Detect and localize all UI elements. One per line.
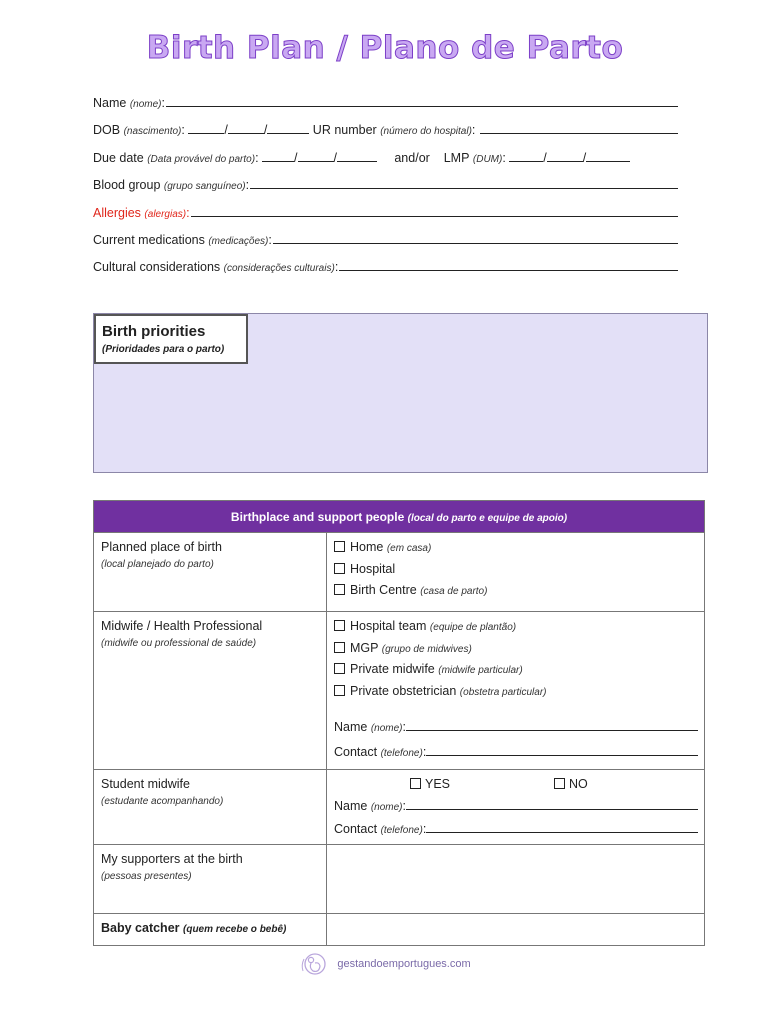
- supporters-label: My supporters at the birth: [101, 852, 243, 866]
- option-home[interactable]: Home (em casa): [334, 540, 698, 562]
- option-private-obstetrician[interactable]: Private obstetrician (obstetra particular): [334, 684, 698, 706]
- name-field[interactable]: Name (nome) :: [93, 95, 678, 122]
- due-date-field[interactable]: Due date (Data provável do parto) : / / and/or LMP (DUM) : / /: [93, 150, 678, 177]
- checkbox[interactable]: [334, 642, 345, 653]
- planned-place-label: Planned place of birth: [101, 540, 222, 554]
- option-birth-centre[interactable]: Birth Centre (casa de parto): [334, 583, 698, 605]
- option-hospital-team[interactable]: Hospital team (equipe de plantão): [334, 619, 698, 641]
- allergies-field[interactable]: Allergies (alergias) :: [93, 205, 678, 232]
- medications-blank[interactable]: [273, 232, 678, 244]
- option-hospital[interactable]: Hospital: [334, 562, 698, 584]
- checkbox[interactable]: [334, 685, 345, 696]
- table-header: Birthplace and support people (local do parto e equipe de apoio): [94, 501, 705, 533]
- birthplace-table: [93, 500, 705, 946]
- footer: [0, 951, 770, 977]
- table-row: Student midwife (estudante acompanhando) YES NO Name (nome) : Contact (telefone) :: [94, 770, 705, 845]
- table-row: Baby catcher (quem recebe o bebê): [94, 914, 705, 946]
- birth-priorities-heading: Birth priorities: [102, 323, 206, 340]
- allergies-blank[interactable]: [191, 205, 678, 217]
- midwife-label: Midwife / Health Professional: [101, 619, 263, 633]
- student-name-field[interactable]: Name (nome) :: [334, 798, 698, 821]
- medications-field[interactable]: Current medications (medicações) :: [93, 232, 678, 259]
- patient-details: [93, 95, 678, 287]
- due-month-blank[interactable]: [298, 150, 334, 162]
- cultural-blank[interactable]: [339, 259, 678, 271]
- supporters-input[interactable]: [327, 845, 705, 914]
- checkbox[interactable]: [334, 620, 345, 631]
- due-year-blank[interactable]: [337, 150, 377, 162]
- option-private-midwife[interactable]: Private midwife (midwife particular): [334, 662, 698, 684]
- table-row: Midwife / Health Professional (midwife ou professional de saúde) Hospital team (equipe de plantão) MGP (grupo de midwives) Private midwife (midwife particular) Private obstetrician (obstetra particular) Name (nome) : Contact (telefone) :: [94, 612, 705, 770]
- baby-catcher-label: Baby catcher: [101, 921, 180, 935]
- table-row: My supporters at the birth (pessoas presentes): [94, 845, 705, 914]
- dob-field[interactable]: DOB (nascimento) : / / UR number (número do hospital) :: [93, 122, 678, 149]
- due-day-blank[interactable]: [262, 150, 294, 162]
- birth-priorities-box[interactable]: [93, 313, 708, 473]
- option-no[interactable]: NO: [554, 777, 698, 798]
- midwife-contact-field[interactable]: Contact (telefone) :: [334, 744, 698, 769]
- name-blank[interactable]: [166, 95, 678, 107]
- ur-number-blank[interactable]: [480, 122, 678, 134]
- birth-priorities-subheading: (Prioridades para o parto): [102, 344, 225, 355]
- option-mgp[interactable]: MGP (grupo de midwives): [334, 641, 698, 663]
- dob-day-blank[interactable]: [188, 122, 224, 134]
- lmp-month-blank[interactable]: [547, 150, 583, 162]
- lmp-day-blank[interactable]: [509, 150, 543, 162]
- footer-site[interactable]: gestandoemportugues.com: [337, 958, 471, 970]
- checkbox[interactable]: [334, 563, 345, 574]
- dob-month-blank[interactable]: [228, 122, 264, 134]
- pregnancy-logo-icon: [299, 951, 331, 977]
- lmp-year-blank[interactable]: [586, 150, 630, 162]
- baby-catcher-input[interactable]: [327, 914, 705, 946]
- midwife-name-field[interactable]: Name (nome) :: [334, 719, 698, 744]
- blood-group-field[interactable]: Blood group (grupo sanguíneo) :: [93, 177, 678, 204]
- table-row: Planned place of birth (local planejado do parto) Home (em casa) Hospital Birth Centre (casa de parto): [94, 533, 705, 612]
- student-contact-field[interactable]: Contact (telefone) :: [334, 821, 698, 844]
- blood-group-blank[interactable]: [250, 177, 678, 189]
- birth-priorities-label: [94, 314, 248, 364]
- checkbox[interactable]: [410, 778, 421, 789]
- checkbox[interactable]: [334, 541, 345, 552]
- dob-year-blank[interactable]: [267, 122, 309, 134]
- checkbox[interactable]: [334, 663, 345, 674]
- page-title: Birth Plan / Plano de Parto: [146, 30, 624, 66]
- checkbox[interactable]: [334, 584, 345, 595]
- checkbox[interactable]: [554, 778, 565, 789]
- cultural-field[interactable]: Cultural considerations (considerações culturais) :: [93, 259, 678, 286]
- student-midwife-label: Student midwife: [101, 777, 190, 791]
- option-yes[interactable]: YES: [410, 777, 554, 798]
